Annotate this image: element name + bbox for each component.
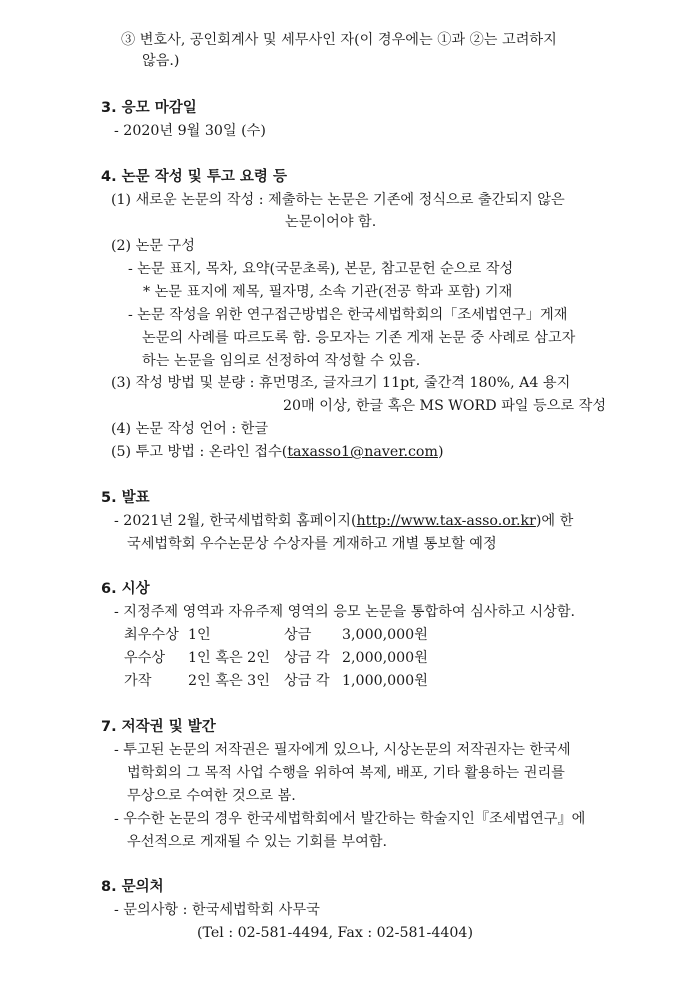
award-name: 가작 <box>124 673 152 689</box>
item3-line1: ③ 변호사, 공인회계사 및 세무사인 자(이 경우에는 ①과 ②는 고려하지 <box>121 32 557 48</box>
award-count: 1인 혹은 2인 <box>188 650 270 666</box>
awards-description: - 지정주제 영역과 자유주제 영역의 응모 논문을 통합하여 심사하고 시상함. <box>114 604 576 620</box>
guideline-p2-bullet1: - 논문 표지, 목차, 요약(국문초록), 본문, 참고문헌 순으로 작성 <box>128 261 514 277</box>
award-count: 2인 혹은 3인 <box>188 673 270 689</box>
copyright-b2-line1: - 우수한 논문의 경우 한국세법학회에서 발간하는 학술지인『조세법연구』에 <box>114 811 586 827</box>
section-copyright-heading: 7. 저작권 및 발간 <box>101 719 216 735</box>
award-amount: 3,000,000원 <box>342 627 428 643</box>
section-guidelines-heading: 4. 논문 작성 및 투고 요령 등 <box>101 169 287 185</box>
item3-line2: 않음.) <box>142 53 180 69</box>
announcement-line2: 국세법학회 우수논문상 수상자를 게재하고 개별 통보할 예정 <box>127 536 497 552</box>
guideline-p2-bullet2-line3: 하는 논문을 임의로 선정하여 작성할 수 있음. <box>142 353 421 369</box>
guideline-p2-bullet2-line2: 논문의 사례를 따르도록 함. 응모자는 기존 게재 논문 중 사례로 삼고자 <box>142 330 576 346</box>
award-name: 우수상 <box>124 650 166 666</box>
copyright-b1-line1: - 투고된 논문의 저작권은 필자에게 있으나, 시상논문의 저작권자는 한국세 <box>114 742 571 758</box>
section-contact-heading: 8. 문의처 <box>101 879 164 895</box>
announcement-line1 <box>114 511 573 531</box>
guideline-p2-title: (2) 논문 구성 <box>111 238 195 254</box>
submission-email-link[interactable]: taxasso1@naver.com <box>287 444 438 460</box>
copyright-b2-line2: 우선적으로 게재될 수 있는 기회를 부여함. <box>127 834 388 850</box>
award-count: 1인 <box>188 627 211 643</box>
deadline-date: - 2020년 9월 30일 (수) <box>114 123 266 139</box>
submission-label: (5) 투고 방법 : 온라인 접수( <box>111 444 288 460</box>
announcement-prefix: - 2021년 2월, 한국세법학회 홈페이지( <box>114 513 357 529</box>
section-deadline-heading: 3. 응모 마감일 <box>101 100 197 116</box>
award-prize-label: 상금 <box>284 627 312 643</box>
contact-phone-fax: (Tel : 02-581-4494, Fax : 02-581-4404) <box>197 925 473 941</box>
guideline-p3-line1: (3) 작성 방법 및 분량 : 휴먼명조, 글자크기 11pt, 줄간격 180%, A4 용지 <box>111 375 571 391</box>
contact-line1: - 문의사항 : 한국세법학회 사무국 <box>114 902 320 918</box>
guideline-p1-line1: (1) 새로운 논문의 작성 : 제출하는 논문은 기존에 정식으로 출간되지 않은 <box>111 192 565 208</box>
award-prize-label: 상금 각 <box>284 673 330 689</box>
award-amount: 1,000,000원 <box>342 673 428 689</box>
award-name: 최우수상 <box>124 627 179 643</box>
guideline-p3-line2: 20매 이상, 한글 혹은 MS WORD 파일 등으로 작성 <box>283 398 607 414</box>
announcement-suffix: )에 한 <box>535 513 574 529</box>
guideline-p2-bullet2-line1: - 논문 작성을 위한 연구접근방법은 한국세법학회의「조세법연구」게재 <box>128 307 568 323</box>
copyright-b1-line3: 무상으로 수여한 것으로 봄. <box>127 788 296 804</box>
guideline-p1-line2: 논문이어야 함. <box>285 214 377 230</box>
guideline-p4: (4) 논문 작성 언어 : 한글 <box>111 421 269 437</box>
award-prize-label: 상금 각 <box>284 650 330 666</box>
submission-suffix: ) <box>437 444 444 460</box>
homepage-link[interactable]: http://www.tax-asso.or.kr <box>356 513 536 529</box>
guideline-p2-note: * 논문 표지에 제목, 필자명, 소속 기관(전공 학과 포함) 기재 <box>143 284 513 300</box>
copyright-b1-line2: 법학회의 그 목적 사업 수행을 위하여 복제, 배포, 기타 활용하는 권리를 <box>127 765 565 781</box>
award-amount: 2,000,000원 <box>342 650 428 666</box>
section-awards-heading: 6. 시상 <box>101 581 150 597</box>
guideline-p5 <box>111 442 443 462</box>
section-announcement-heading: 5. 발표 <box>101 490 150 506</box>
